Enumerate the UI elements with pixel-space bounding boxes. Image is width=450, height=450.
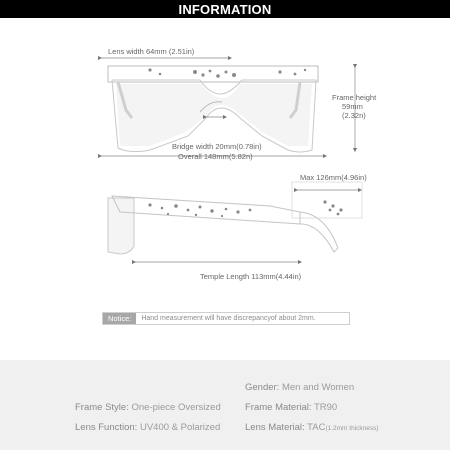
spec-frame-style [75, 402, 221, 413]
spec-lens-function [75, 422, 220, 433]
frame-height-label: Frame height [332, 93, 377, 102]
spec-lens-material-key: Lens Material: [245, 422, 305, 433]
spec-frame-style-key: Frame Style: [75, 402, 129, 413]
temple-length-label: Temple Length 113mm(4.44in) [200, 272, 302, 281]
side-view-glasses [108, 182, 362, 254]
bridge-width-label: Bridge width 20mm(0.78in) [172, 142, 262, 151]
spec-frame-style-value: One-piece Oversized [131, 402, 221, 413]
header-title: INFORMATION [178, 1, 272, 17]
notice-tag: Notice: [103, 313, 136, 324]
spec-panel [0, 360, 450, 450]
max-length-label: Max 126mm(4.96in) [300, 173, 367, 182]
spec-gender-key: Gender: [245, 382, 280, 393]
spec-gender-value: Men and Women [281, 382, 355, 393]
lens-width-label: Lens width 64mm (2.51in) [108, 47, 195, 56]
spec-lens-material-value: TAC [307, 422, 326, 433]
spec-lens-function-key: Lens Function: [75, 422, 138, 433]
spec-lens-function-value: UV400 & Polarized [139, 422, 221, 433]
frame-height-mm: 59mm [342, 102, 363, 111]
spec-frame-material-value: TR90 [313, 402, 338, 413]
frame-height-in: (2.32n) [342, 111, 366, 120]
spec-lens-material [245, 422, 379, 433]
overall-label: Overall 148mm(5.82n) [178, 152, 253, 161]
front-view-glasses [108, 66, 318, 152]
spec-lens-material-sub: (1.2mm thickness) [325, 425, 379, 432]
notice-text: Hand measurement will have discrepancyof about 2mm. [141, 315, 316, 322]
spec-frame-material-key: Frame Material: [245, 402, 312, 413]
spec-gender [245, 382, 354, 393]
notice-box [102, 312, 350, 325]
spec-frame-material [245, 402, 337, 413]
